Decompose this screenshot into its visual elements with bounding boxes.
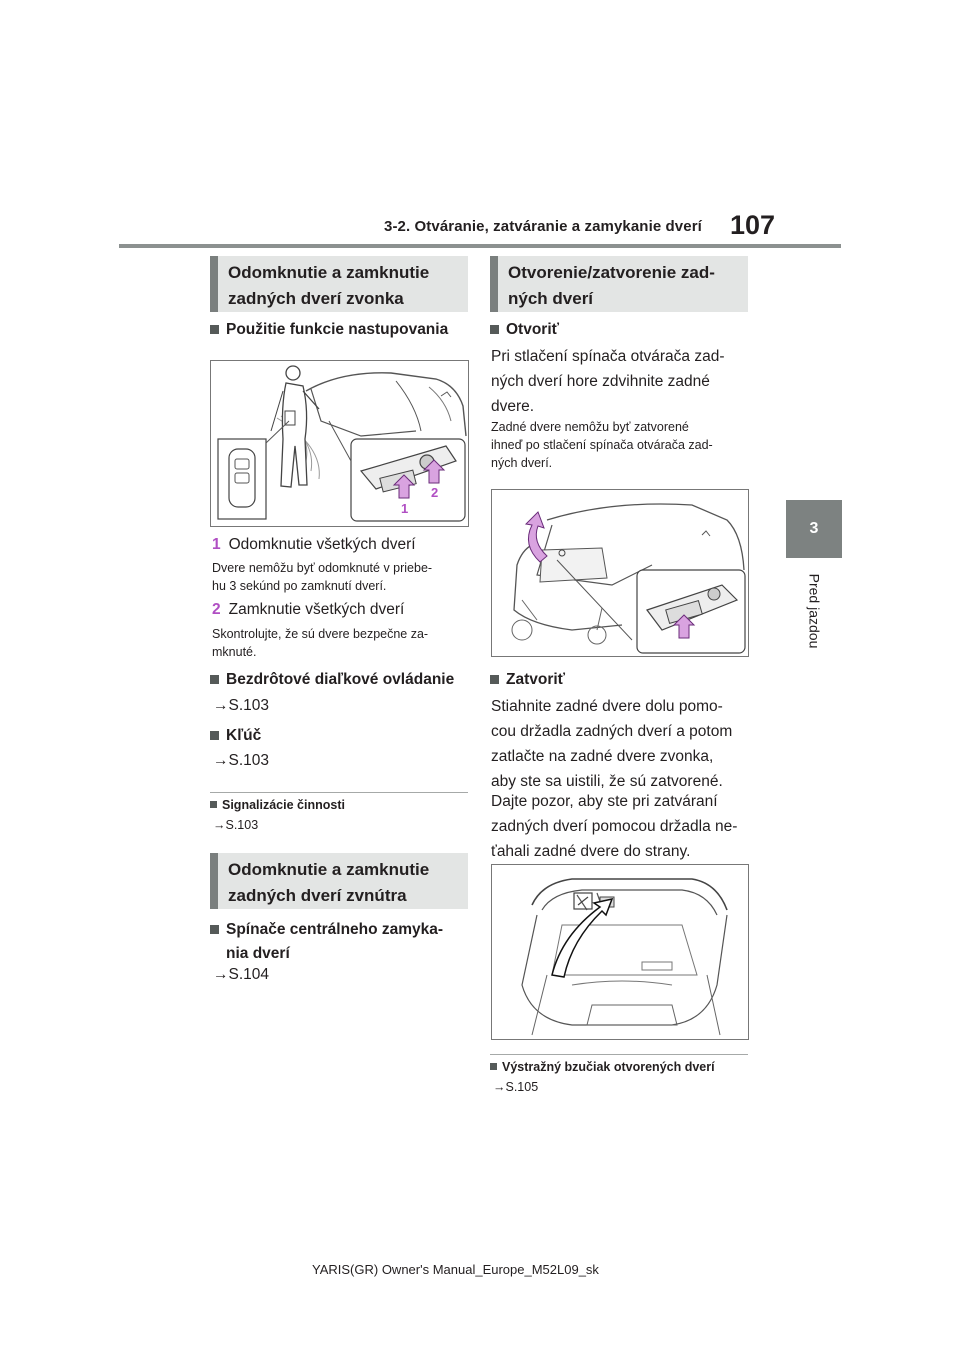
open-note (491, 418, 713, 472)
footer-manual-id: YARIS(GR) Owner's Manual_Europe_M52L09_sk (312, 1262, 599, 1277)
body-line: dvere. (491, 398, 535, 415)
chapter-label-text: Pred jazdou (806, 573, 822, 649)
note-line: Dvere nemôžu byť odomknuté v priebe- (212, 561, 433, 575)
section-box-line: zadných dverí zvonka (228, 289, 404, 308)
close-body-2 (491, 789, 737, 864)
chapter-label (789, 566, 839, 656)
heading-text: Kľúč (226, 727, 262, 744)
heading-key (210, 724, 261, 748)
ref-key[interactable]: →S.103 (213, 752, 270, 769)
heading-text: Výstražný bzučiak otvorených dverí (502, 1060, 715, 1074)
note-line: Skontrolujte, že sú dvere bezpečne za- (212, 627, 429, 641)
item-text: Odomknutie všetkých dverí (228, 536, 416, 553)
square-bullet-icon (210, 325, 219, 334)
heading-close (490, 668, 565, 692)
ref-signal[interactable]: →S.103 (213, 818, 259, 832)
heading-line: nia dverí (226, 945, 290, 962)
body-line: aby ste sa uistili, že sú zatvorené. (491, 773, 723, 790)
body-line: Stiahnite zadné dvere dolu pomo- (491, 698, 723, 715)
note-line: Zadné dvere nemôžu byť zatvorené (491, 420, 689, 434)
heading-text: Otvoriť (506, 321, 560, 338)
figure-label-2: 2 (431, 485, 439, 500)
heading-text (226, 918, 443, 966)
section-box-line: Odomknutie a zamknutie (228, 860, 430, 879)
heading-text: Použitie funkcie nastupovania (226, 321, 449, 338)
page-number: 107 (730, 210, 776, 240)
chapter-tab (786, 500, 842, 558)
item-number: 2 (212, 601, 221, 618)
heading-line: Spínače centrálneho zamyka- (226, 921, 444, 938)
section-box-outside (210, 256, 468, 312)
body-line: zatlačte na zadné dvere zvonka, (491, 748, 714, 765)
square-bullet-icon (490, 1063, 497, 1070)
body-line: zadných dverí pomocou držadla ne- (491, 818, 738, 835)
square-bullet-icon (210, 675, 219, 684)
figure-close-tailgate (491, 864, 749, 1040)
section-box-line: Odomknutie a zamknutie (228, 263, 430, 282)
figure-open-tailgate (491, 489, 749, 657)
heading-open-door-buzzer (490, 1059, 715, 1075)
ref-switch[interactable]: →S.104 (213, 966, 270, 983)
heading-open (490, 318, 559, 342)
illustration-smart-entry (211, 361, 468, 526)
heading-entry-function (210, 318, 470, 342)
list-item-lock-all (212, 597, 404, 622)
illustration-open-tailgate (492, 490, 748, 656)
item-number: 1 (212, 536, 221, 553)
body-line: Dajte pozor, aby ste pri zatváraní (491, 793, 718, 810)
header-section-title: 3-2. Otváranie, zatváranie a zamykanie dverí (384, 218, 702, 235)
note-line: ných dverí. (491, 456, 553, 470)
header-rule (119, 244, 841, 248)
body-line: cou držadla zadných dverí a potom (491, 723, 733, 740)
note-unlock (212, 559, 432, 595)
section-box-inside (210, 853, 468, 909)
heading-text: Bezdrôtové diaľkové ovládanie (226, 671, 455, 688)
note-line: hu 3 sekúnd po zamknutí dverí. (212, 579, 387, 593)
open-body (491, 344, 724, 419)
figure-entry-function (210, 360, 469, 527)
heading-central-lock-switch (210, 918, 472, 966)
divider (210, 792, 468, 793)
ref-buzzer[interactable]: →S.105 (493, 1080, 539, 1094)
heading-operation-signals (210, 797, 345, 813)
body-line: ných dverí hore zdvihnite zadné (491, 373, 710, 390)
square-bullet-icon (210, 801, 217, 808)
body-line: ťahali zadné dvere do strany. (491, 843, 691, 860)
section-box-line: ných dverí (508, 289, 594, 308)
illustration-close-tailgate (492, 865, 748, 1039)
note-line: ihneď po stlačení spínača otvárača zad- (491, 438, 713, 452)
section-box-line: zadných dverí zvnútra (228, 886, 407, 905)
figure-label-1: 1 (401, 501, 409, 516)
item-text: Zamknutie všetkých dverí (228, 601, 405, 618)
section-box-line: Otvorenie/zatvorenie zad- (508, 263, 715, 282)
square-bullet-icon (490, 675, 499, 684)
section-box-open-close (490, 256, 748, 312)
heading-text: Signalizácie činnosti (222, 798, 345, 812)
heading-wireless-remote (210, 668, 472, 692)
square-bullet-icon (210, 925, 219, 934)
heading-text: Zatvoriť (506, 671, 566, 688)
close-body-1 (491, 694, 732, 794)
ref-wireless[interactable]: →S.103 (213, 697, 270, 714)
list-item-unlock-all (212, 532, 416, 557)
divider (490, 1054, 748, 1055)
body-line: Pri stlačení spínača otvárača zad- (491, 348, 725, 365)
chapter-number: 3 (809, 520, 819, 537)
note-line: mknuté. (212, 645, 257, 659)
note-lock (212, 625, 428, 661)
square-bullet-icon (210, 731, 219, 740)
square-bullet-icon (490, 325, 499, 334)
